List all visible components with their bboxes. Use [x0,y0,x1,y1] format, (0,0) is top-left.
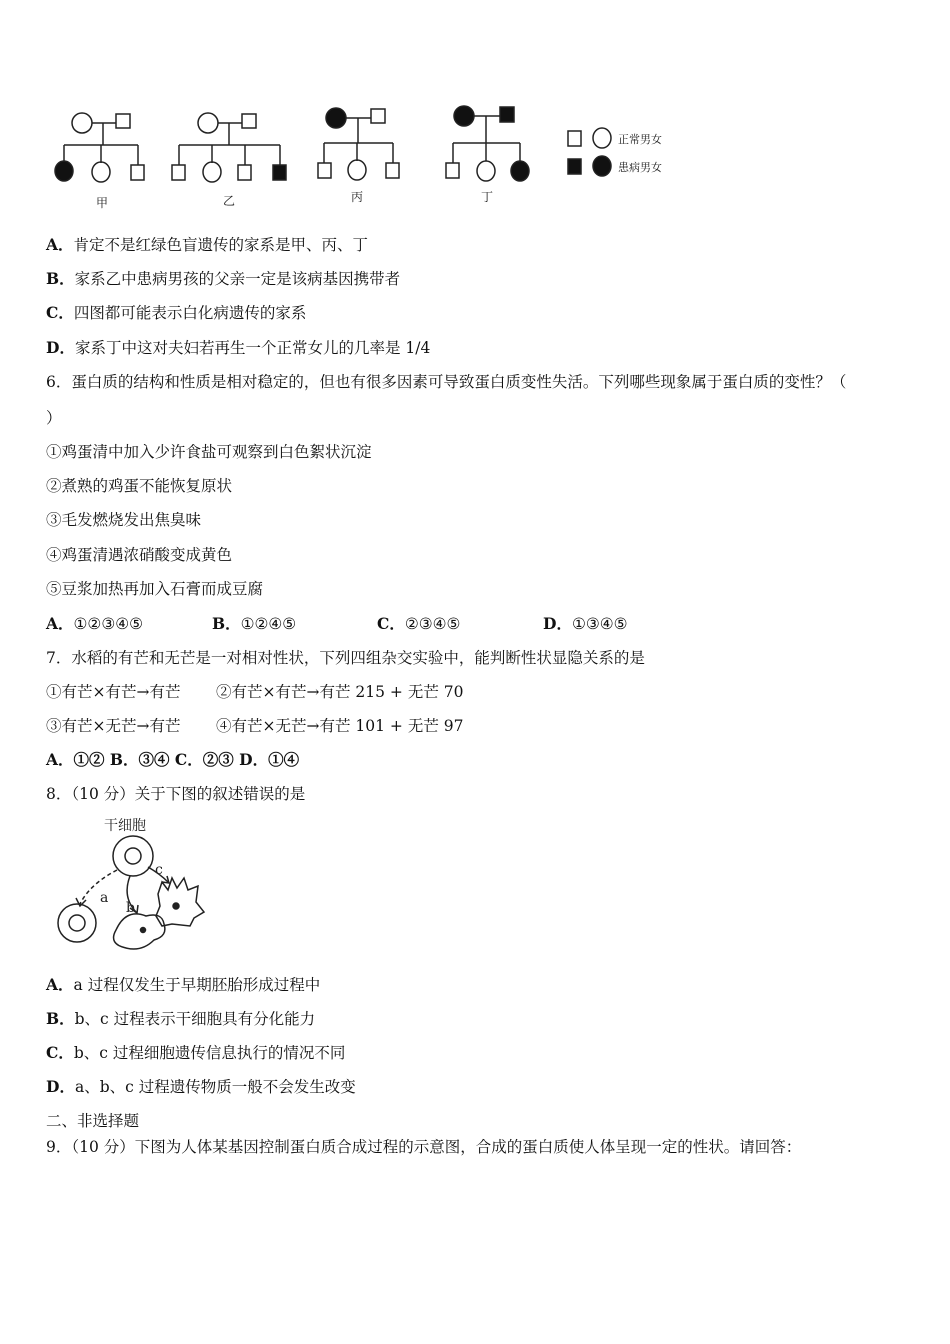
q8-option-a: A．a 过程仅发生于早期胚胎形成过程中 [46,975,321,994]
label-c: c [155,862,163,878]
q6-option-a: A．①②③④⑤ [46,614,144,633]
ding-father-affected [500,107,514,122]
yi-mother [198,113,218,133]
yi-son-1 [172,165,185,180]
yi-daughter [203,162,221,182]
q8-stem: 8．（10 分）关于下图的叙述错误的是 [46,785,306,803]
jia-father [116,114,130,128]
ding-son [446,163,459,178]
q6-stem: 6．蛋白质的结构和性质是相对稳定的，但也有很多因素可导致蛋白质变性失活。下列哪些现象属于蛋白质的变性？（ [46,373,847,391]
legend-affected: 患病男女 [618,161,662,174]
bing-daughter [348,160,366,180]
bing-son-1 [318,163,331,178]
q6-item-3: ③毛发燃烧发出焦臭味 [46,511,202,529]
label-jia: 甲 [96,196,109,210]
q9-stem: 9．（10 分）下图为人体某基因控制蛋白质合成过程的示意图，合成的蛋白质使人体呈现一定的性状。请回答： [46,1138,802,1156]
q7-item-1: ①有芒×有芒→有芒 [46,683,181,701]
q6-item-1: ①鸡蛋清中加入少许食盐可观察到白色絮状沉淀 [46,443,372,461]
bing-son-2 [386,163,399,178]
stem-cell [113,836,153,876]
jia-daughter-affected [55,161,73,181]
q7-options: A．①② B．③④ C．②③ D．①④ [46,750,300,769]
jia-daughter [92,162,110,182]
q7-stem: 7．水稻的有芒和无芒是一对相对性状，下列四组杂交实验中，能判断性状显隐关系的是 [46,649,645,667]
yi-son-affected [273,165,286,180]
yi-father [242,114,256,128]
q5-option-b: B．家系乙中患病男孩的父亲一定是该病基因携带者 [46,269,401,288]
label-a: a [100,890,109,906]
q6-option-c: C．②③④⑤ [377,614,461,633]
q7-item-2: ②有芒×有芒→有芒 215 + 无芒 70 [216,683,464,701]
q5-option-c: C．四图都可能表示白化病遗传的家系 [46,303,307,322]
stem-cell-title: 干细胞 [104,818,146,834]
label-bing: 丙 [351,190,364,204]
stem-cell-figure [50,812,220,962]
yi-son-2 [238,165,251,180]
daughter-stem-cell [58,904,96,942]
q7-item-4: ④有芒×无芒→有芒 101 + 无芒 97 [216,717,464,735]
q6-stem-end: ） [46,409,62,427]
q6-item-5: ⑤豆浆加热再加入石膏而成豆腐 [46,580,264,598]
q6-option-d: D．①③④⑤ [543,614,628,633]
q8-option-d: D．a、b、c 过程遗传物质一般不会发生改变 [46,1077,356,1096]
label-b: b [126,900,135,916]
section-2-title: 二、非选择题 [46,1112,140,1130]
q6-item-2: ②煮熟的鸡蛋不能恢复原状 [46,477,233,495]
q6-item-4: ④鸡蛋清遇浓硝酸变成黄色 [46,546,233,564]
bing-mother-affected [326,108,346,128]
q5-option-d: D．家系丁中这对夫妇若再生一个正常女儿的几率是 1/4 [46,338,431,357]
label-ding: 丁 [481,190,494,204]
pedigree-figure [40,95,700,215]
jia-mother [72,113,92,133]
differentiated-cell-c [156,878,204,926]
ding-mother-affected [454,106,474,126]
q6-option-b: B．①②④⑤ [212,614,297,633]
jia-son [131,165,144,180]
label-yi: 乙 [223,194,236,208]
ding-daughter-affected [511,161,529,181]
q5-option-a: A．肯定不是红绿色盲遗传的家系是甲、丙、丁 [46,235,369,254]
bing-father [371,109,385,123]
arrow-a [80,870,117,904]
q8-option-b: B．b、c 过程表示干细胞具有分化能力 [46,1009,316,1028]
q8-option-c: C．b、c 过程细胞遗传信息执行的情况不同 [46,1043,346,1062]
ding-daughter [477,161,495,181]
legend-normal: 正常男女 [618,133,662,146]
q7-item-3: ③有芒×无芒→有芒 [46,717,181,735]
